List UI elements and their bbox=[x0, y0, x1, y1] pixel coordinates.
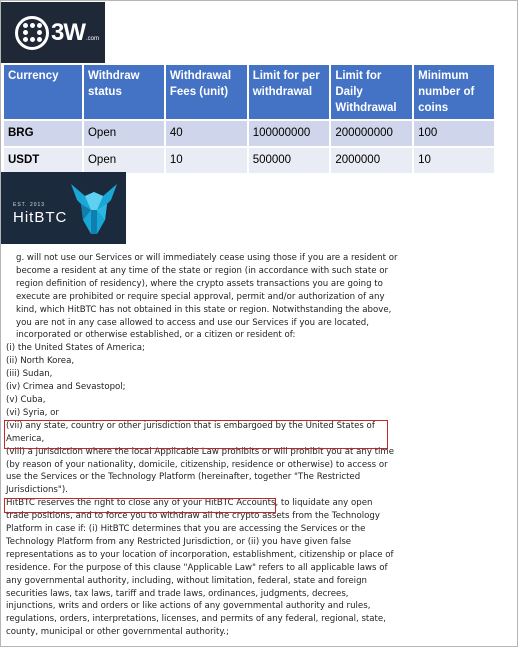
column-header: Withdrawal Fees (unit) bbox=[166, 65, 247, 119]
hitbtc-logo bbox=[1, 172, 126, 244]
terms-item: (i) the United States of America; bbox=[6, 343, 145, 354]
3w-logo-text: 3W.com bbox=[51, 18, 100, 46]
terms-item: (ii) North Korea, bbox=[6, 356, 75, 367]
table-row bbox=[4, 121, 494, 146]
3w-logo-icon bbox=[15, 16, 49, 50]
withdrawal-fees-table bbox=[2, 63, 496, 175]
hitbtc-logo-text: HitBTC bbox=[13, 209, 68, 226]
table-header-row bbox=[4, 65, 494, 119]
terms-closing-rest: to liquidate any open trade positions, and to force you to withdraw all the crypto assets from the Technology Platform in case if: (i) HitBTC determines that you are accessing the Services or the Technology Platform from any Restricted Jurisdiction, or (ii) you have given false representations as to your location of incorporation, establishment, citizenship or place of residence. For the purpose of this clause "Applicable Law" refers to all applicable laws of any governmental authority, including, without limitation, federal, state and foreign securities laws, tax laws, tariff and trade laws, ordinances, judgments, decrees, injunctions, writs and orders or like actions of any governmental authority and rules, regulations, orders, interpretations, licenses, and permits of any federal, regional, state, county, municipal or other governmental authority.; bbox=[6, 498, 394, 638]
table-cell: Open bbox=[84, 121, 164, 146]
table-cell: 10 bbox=[166, 148, 247, 173]
table-cell: BRG bbox=[4, 121, 82, 146]
table-cell: 200000000 bbox=[331, 121, 412, 146]
terms-closing-highlight: HitBTC reserves the right to close any of your HitBTC Accounts, bbox=[6, 498, 279, 509]
highlight-box-embargo bbox=[4, 420, 388, 449]
table-cell: 100000000 bbox=[249, 121, 330, 146]
table-cell: Open bbox=[84, 148, 164, 173]
highlight-box-accounts bbox=[4, 498, 279, 513]
bull-icon bbox=[67, 180, 121, 238]
column-header: Limit for Daily Withdrawal bbox=[331, 65, 412, 119]
column-header: Currency bbox=[4, 65, 82, 119]
table-cell: 500000 bbox=[249, 148, 330, 173]
hitbtc-est: EST. 2013 bbox=[13, 202, 46, 208]
terms-item: (viii) a jurisdiction where the local Applicable Law prohibits or will prohibit you at any time (by reason of your nationality, domicile, citizenship, residence or otherwise) to access or use the Services or the Technology Platform (hereinafter, together "The Restricted Jurisdictions"). bbox=[6, 446, 395, 496]
terms-intro: g. will not use our Services or will immediately cease using those if you are a resident or become a resident at any time of the state or region (in accordance with such state or region definition of residency), where the crypto assets transactions you are going to execute are prohibited or require special approval, permit and/or authorization of any kind, which HitBTC has not obtained in this state or region. Notwithstanding the above, you are not in any case allowed to access and use our Services if you are located, incorporated or otherwise established, or a citizen or resident of: bbox=[16, 253, 398, 341]
terms-item: (iii) Sudan, bbox=[6, 369, 53, 380]
terms-item: (iv) Crimea and Sevastopol; bbox=[6, 382, 126, 393]
table-row bbox=[4, 148, 494, 173]
table-cell: 100 bbox=[414, 121, 494, 146]
terms-item: (v) Cuba, bbox=[6, 394, 46, 405]
table-cell: 2000000 bbox=[331, 148, 412, 173]
terms-item: (vi) Syria, or bbox=[6, 407, 59, 418]
3w-logo bbox=[1, 2, 105, 63]
table-cell: 40 bbox=[166, 121, 247, 146]
table-cell: USDT bbox=[4, 148, 82, 173]
column-header: Withdraw status bbox=[84, 65, 164, 119]
column-header: Limit for per withdrawal bbox=[249, 65, 330, 119]
column-header: Minimum number of coins bbox=[414, 65, 494, 119]
table-cell: 10 bbox=[414, 148, 494, 173]
terms-item-highlighted: (vii) any state, country or other jurisdiction that is embargoed by the United States of America, bbox=[6, 420, 375, 444]
terms-closing bbox=[6, 497, 398, 639]
